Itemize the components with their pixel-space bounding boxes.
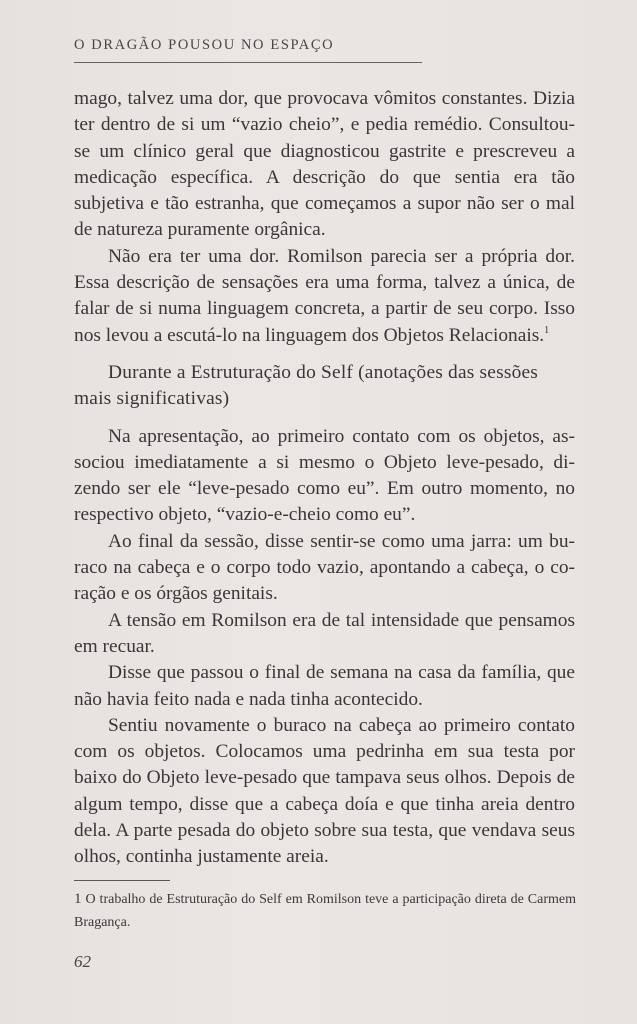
page-number: 62 — [74, 952, 91, 971]
paragraph-3: Na apresentação, ao primeiro contato com os objetos, associou imediatamente a si mesmo o Objeto leve-pesado, dizendo ser ele “leve-pesado como eu”. Em outro momento, no respectivo objeto, “vazio-e-cheio como eu”. — [74, 425, 575, 526]
footnote-divider — [74, 880, 170, 881]
footnote-reference[interactable]: 1 — [544, 324, 550, 336]
paragraph-6: Disse que passou o final de semana na casa da família, que não havia feito nada e nada tinha acontecido. — [74, 662, 575, 710]
paragraph-1: mago, talvez uma dor, que provocava vômitos constantes. Dizia ter dentro de si um “vazio cheio”, e pedia remédio. Consultou-se um clínico geral que diagnosticou gastrite e prescreveu a medicação específica. A descrição do que sentia era tão subjetiva e tão estranha, que começamos a supor não ser o mal de natureza puramente orgânica. — [74, 88, 575, 241]
header-divider — [74, 62, 422, 63]
main-text — [74, 86, 575, 871]
paragraph-2-text: Não era ter uma dor. Romilson parecia ser a própria dor. Essa descrição de sensações era uma forma, talvez a única, de falar de si numa linguagem concreta, a partir de seu corpo. Isso nos levou a escutá-lo na linguagem dos Objetos Relacionais. — [74, 245, 575, 346]
footnote — [74, 888, 576, 934]
paragraph-4: Ao final da sessão, disse sentir-se como uma jarra: um buraco na cabeça e o corpo todo vazio, apontando a cabeça, o coração e os órgãos genitais. — [74, 530, 575, 605]
footnote-number: 1 — [74, 891, 82, 907]
section-heading: Durante a Estruturação do Self (anotações das sessões mais significativas) — [74, 361, 539, 410]
paragraph-7: Sentiu novamente o buraco na cabeça ao primeiro contato com os objetos. Colocamos uma pedrinha em sua testa por baixo do Objeto leve-pesado que tampava seus olhos. Depois de algum tempo, disse que a cabeça doía e que tinha areia dentro dela. A parte pesada do objeto sobre sua testa, que vendava seus olhos, continha justamente areia. — [74, 714, 575, 868]
running-header-title: O DRAGÃO POUSOU NO ESPAÇO — [74, 37, 335, 53]
footnote-text: O trabalho de Estruturação do Self em Romilson teve a participação direta de Carmem Bragança. — [74, 892, 576, 930]
paragraph-2 — [74, 244, 575, 349]
paragraph-5: A tensão em Romilson era de tal intensidade que pensamos em recuar. — [74, 609, 575, 657]
